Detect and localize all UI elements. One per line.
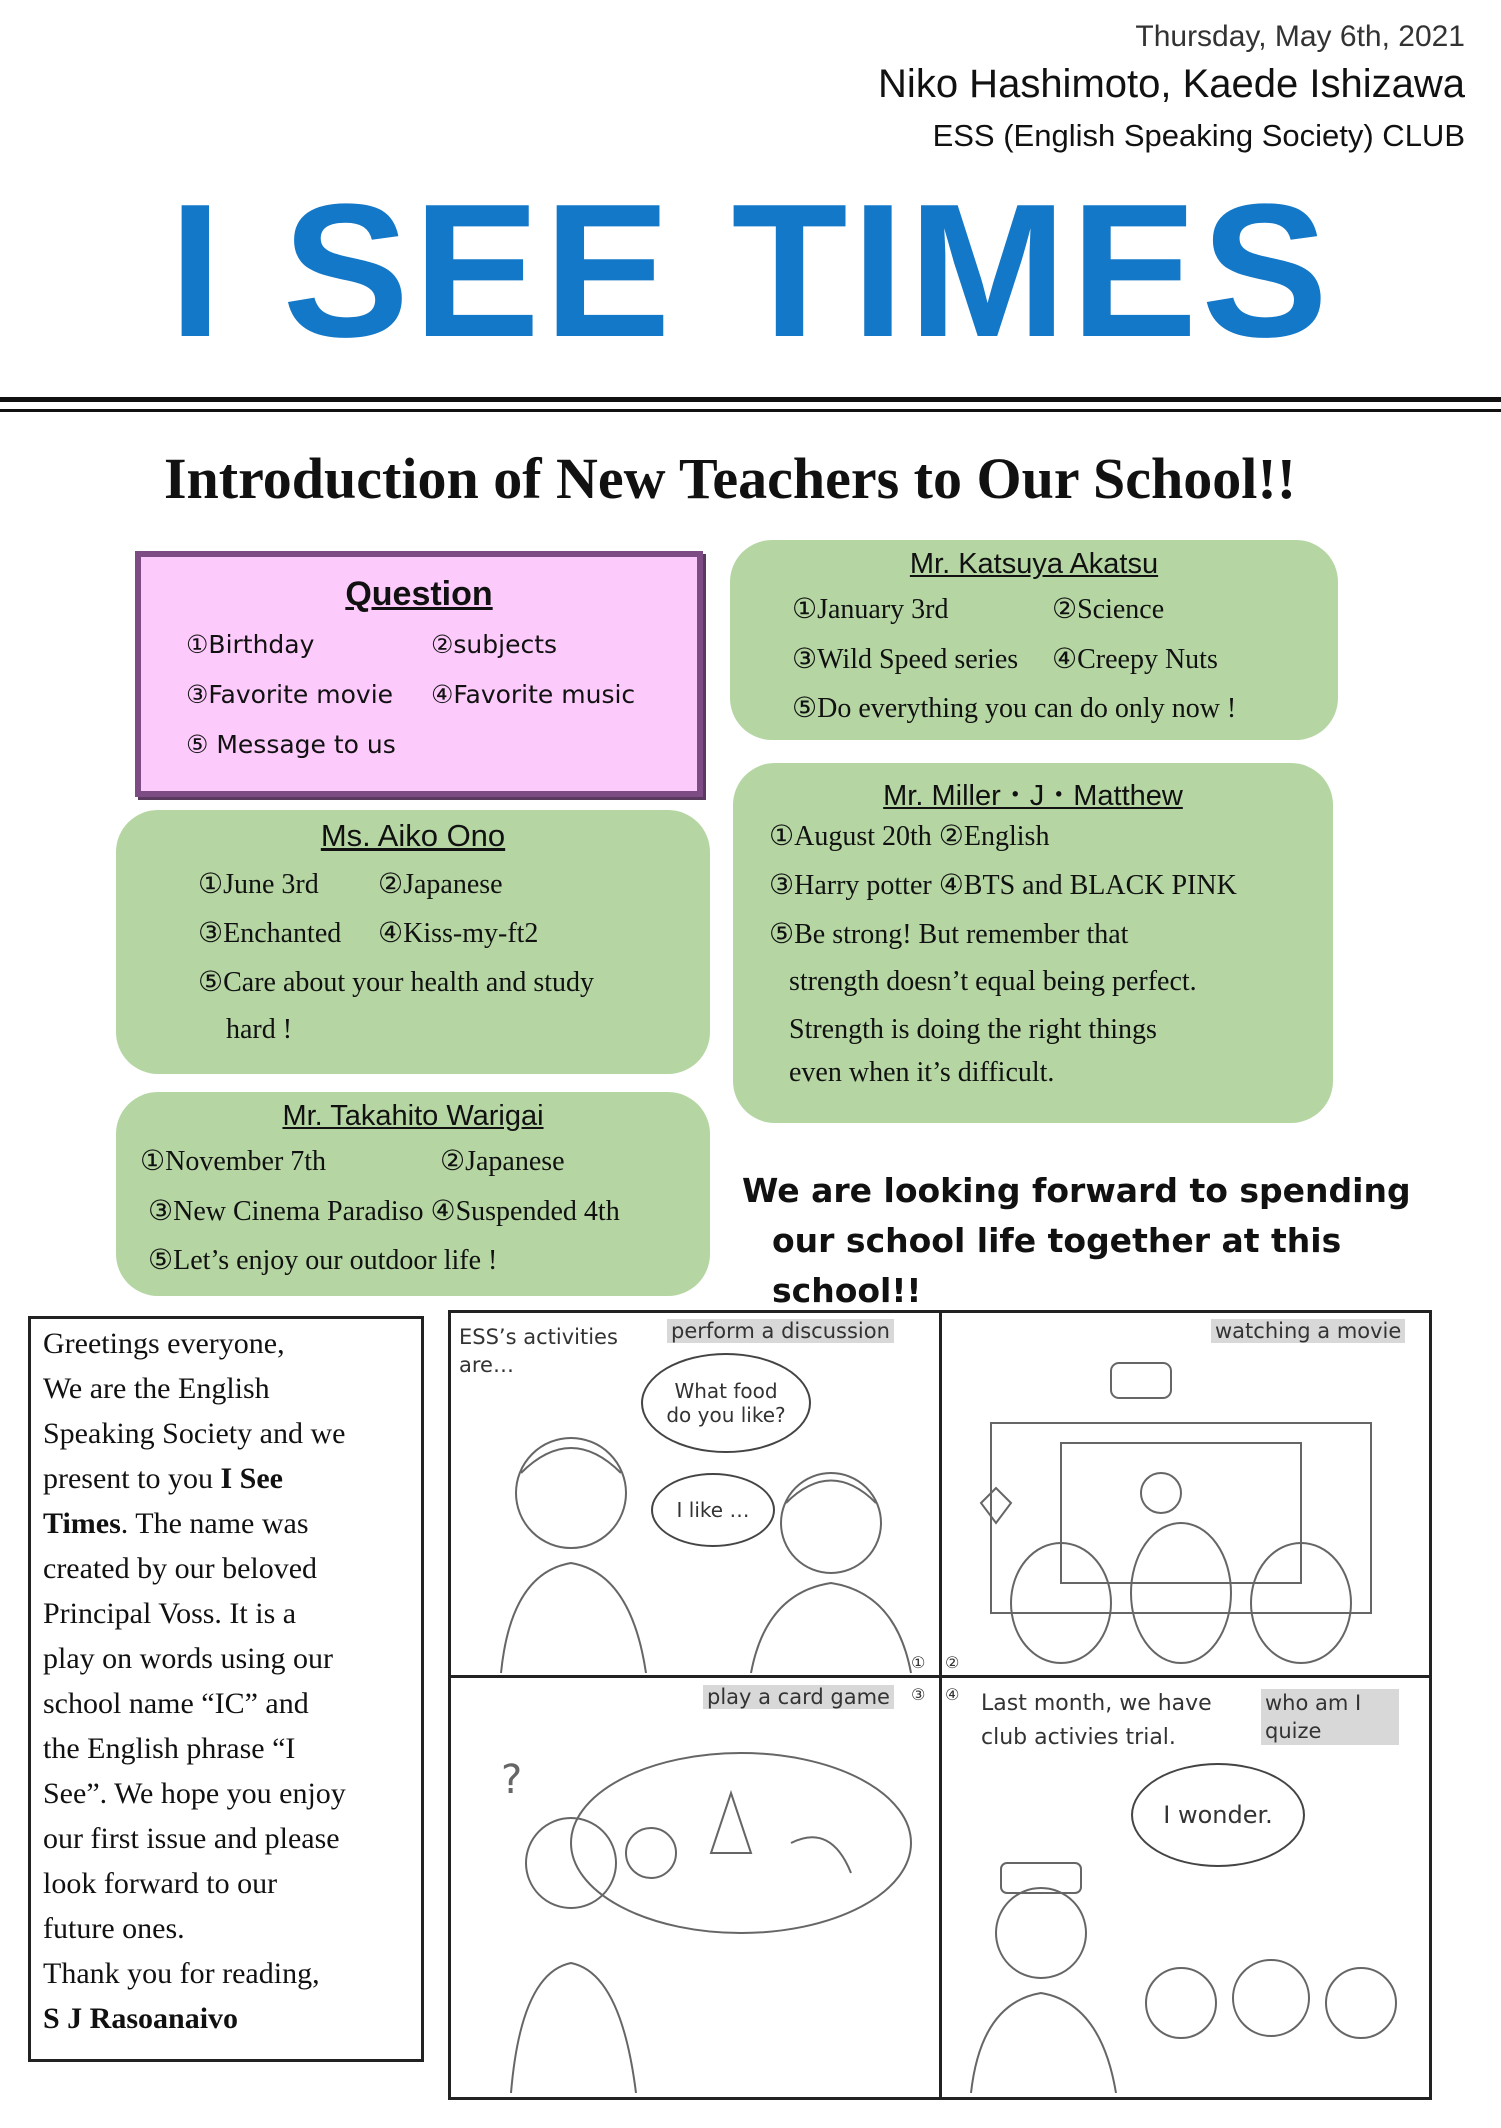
panel-divider-horizontal (451, 1675, 1429, 1678)
letter-line: Principal Voss. It is a (43, 1597, 297, 1630)
panel1-number: ① (911, 1653, 926, 1672)
title-rule-bottom (0, 409, 1501, 412)
teacher-answer: ②Japanese (440, 1146, 565, 1177)
panel2-number: ② (945, 1653, 960, 1672)
letter-line (43, 1507, 309, 1541)
teacher-card-miller (733, 763, 1333, 1123)
question-item: ④Favorite music (431, 680, 636, 709)
letter-signature: S J Rasoanaivo (43, 2002, 239, 2035)
teacher-answer: ①August 20th ②English (769, 821, 1050, 852)
teacher-answer: ⑤Let’s enjoy our outdoor life ! (148, 1245, 498, 1276)
panel3-drawing-icon (471, 1723, 931, 2093)
teacher-answer: ④Creepy Nuts (1052, 644, 1218, 675)
teacher-name: Mr. Miller・J・Matthew (883, 780, 1183, 812)
letter-bold-times: Times (43, 1507, 121, 1540)
issue-date: Thursday, May 6th, 2021 (1135, 20, 1465, 53)
newspaper-title: I SEE TIMES (168, 165, 1333, 377)
question-item: ⑤ Message to us (186, 730, 396, 759)
panel4-number: ④ (945, 1685, 960, 1704)
question-item: ②subjects (431, 630, 558, 659)
teacher-answer: Strength is doing the right things (789, 1014, 1157, 1045)
panel4-drawing-icon (951, 1833, 1421, 2093)
panel2-tag: watching a movie (1211, 1319, 1405, 1343)
letter-bold-i-see: I See (220, 1462, 283, 1495)
teacher-answer: ⑤Do everything you can do only now ! (792, 693, 1237, 724)
panel4-tag: who am I quize (1261, 1689, 1399, 1745)
closing-line: We are looking forward to spending (742, 1171, 1411, 1210)
teacher-name: Mr. Katsuya Akatsu (909, 548, 1159, 580)
letter-line: the English phrase “I (43, 1732, 296, 1765)
panel1-bubble-question: What food do you like? (641, 1353, 811, 1453)
teacher-answer: ④Kiss-my-ft2 (378, 918, 539, 949)
question-item: ①Birthday (186, 630, 315, 659)
letter-line: future ones. (43, 1912, 185, 1945)
teacher-name: Ms. Aiko Ono (320, 818, 506, 853)
panel3-number: ③ (911, 1685, 926, 1704)
teacher-answer: even when it’s difficult. (789, 1057, 1055, 1088)
panel3-tag: play a card game (703, 1685, 894, 1709)
teacher-card-katsuya (730, 540, 1338, 740)
panel1-tag: perform a discussion (667, 1319, 894, 1343)
panel1-bubble-answer: I like … (651, 1473, 775, 1547)
teacher-answer: strength doesn’t equal being perfect. (789, 966, 1197, 997)
teacher-answer: ⑤Care about your health and study (198, 967, 595, 998)
teacher-answer: ①November 7th (140, 1146, 327, 1177)
panel2-drawing-icon (951, 1353, 1421, 1673)
teacher-answer: ②Japanese (378, 869, 503, 900)
comic-strip (448, 1310, 1432, 2100)
letter-line: See”. We hope you enjoy (43, 1777, 346, 1810)
panel1-drawing-icon (481, 1403, 921, 1673)
teacher-answer: ③New Cinema Paradiso ④Suspended 4th (148, 1196, 620, 1227)
letter-line: Greetings everyone, (43, 1327, 285, 1360)
club-name: ESS (English Speaking Society) CLUB (932, 118, 1465, 153)
panel1-caption: ESS’s activities are… (459, 1325, 618, 1377)
letter-text: present to you (43, 1462, 221, 1495)
teacher-answer: ⑤Be strong! But remember that (769, 919, 1129, 950)
teacher-card-takahito (116, 1092, 710, 1296)
letter-line: Speaking Society and we (43, 1417, 346, 1450)
letter-line: Thank you for reading, (43, 1957, 320, 1990)
teacher-answer: ③Enchanted (198, 918, 342, 949)
teacher-answer: hard ! (226, 1014, 293, 1045)
greeting-letter (28, 1316, 424, 2062)
question-item: ③Favorite movie (186, 680, 394, 709)
teacher-answer: ③Harry potter ④BTS and BLACK PINK (769, 870, 1237, 901)
panel-divider-vertical (939, 1313, 942, 2097)
closing-message (742, 1166, 1501, 1316)
teacher-answer: ①June 3rd (198, 869, 319, 900)
teacher-name: Mr. Takahito Warigai (282, 1100, 544, 1132)
letter-line: We are the English (43, 1372, 270, 1405)
svg-text:?: ? (501, 1757, 523, 1803)
teacher-answer: ①January 3rd (792, 594, 949, 625)
teacher-card-aiko (116, 810, 710, 1074)
letter-line: created by our beloved (43, 1552, 318, 1585)
teacher-answer: ③Wild Speed series (792, 644, 1019, 675)
letter-text: . The name was (120, 1507, 309, 1540)
panel4-caption: Last month, we have club activies trial. (981, 1691, 1212, 1750)
title-rule-top (0, 397, 1501, 402)
authors: Niko Hashimoto, Kaede Ishizawa (878, 62, 1465, 106)
panel4-bubble: I wonder. (1131, 1763, 1305, 1867)
letter-line: school name “IC” and (43, 1687, 309, 1720)
letter-line: play on words using our (43, 1642, 333, 1675)
letter-line (43, 1462, 283, 1496)
closing-line: our school life together at this school!! (772, 1221, 1342, 1310)
question-title: Question (345, 575, 493, 613)
question-box (135, 551, 703, 797)
letter-line: look forward to our (43, 1867, 278, 1900)
headline: Introduction of New Teachers to Our School!! (163, 446, 1297, 511)
letter-line: our first issue and please (43, 1822, 340, 1855)
teacher-answer: ②Science (1052, 594, 1165, 625)
